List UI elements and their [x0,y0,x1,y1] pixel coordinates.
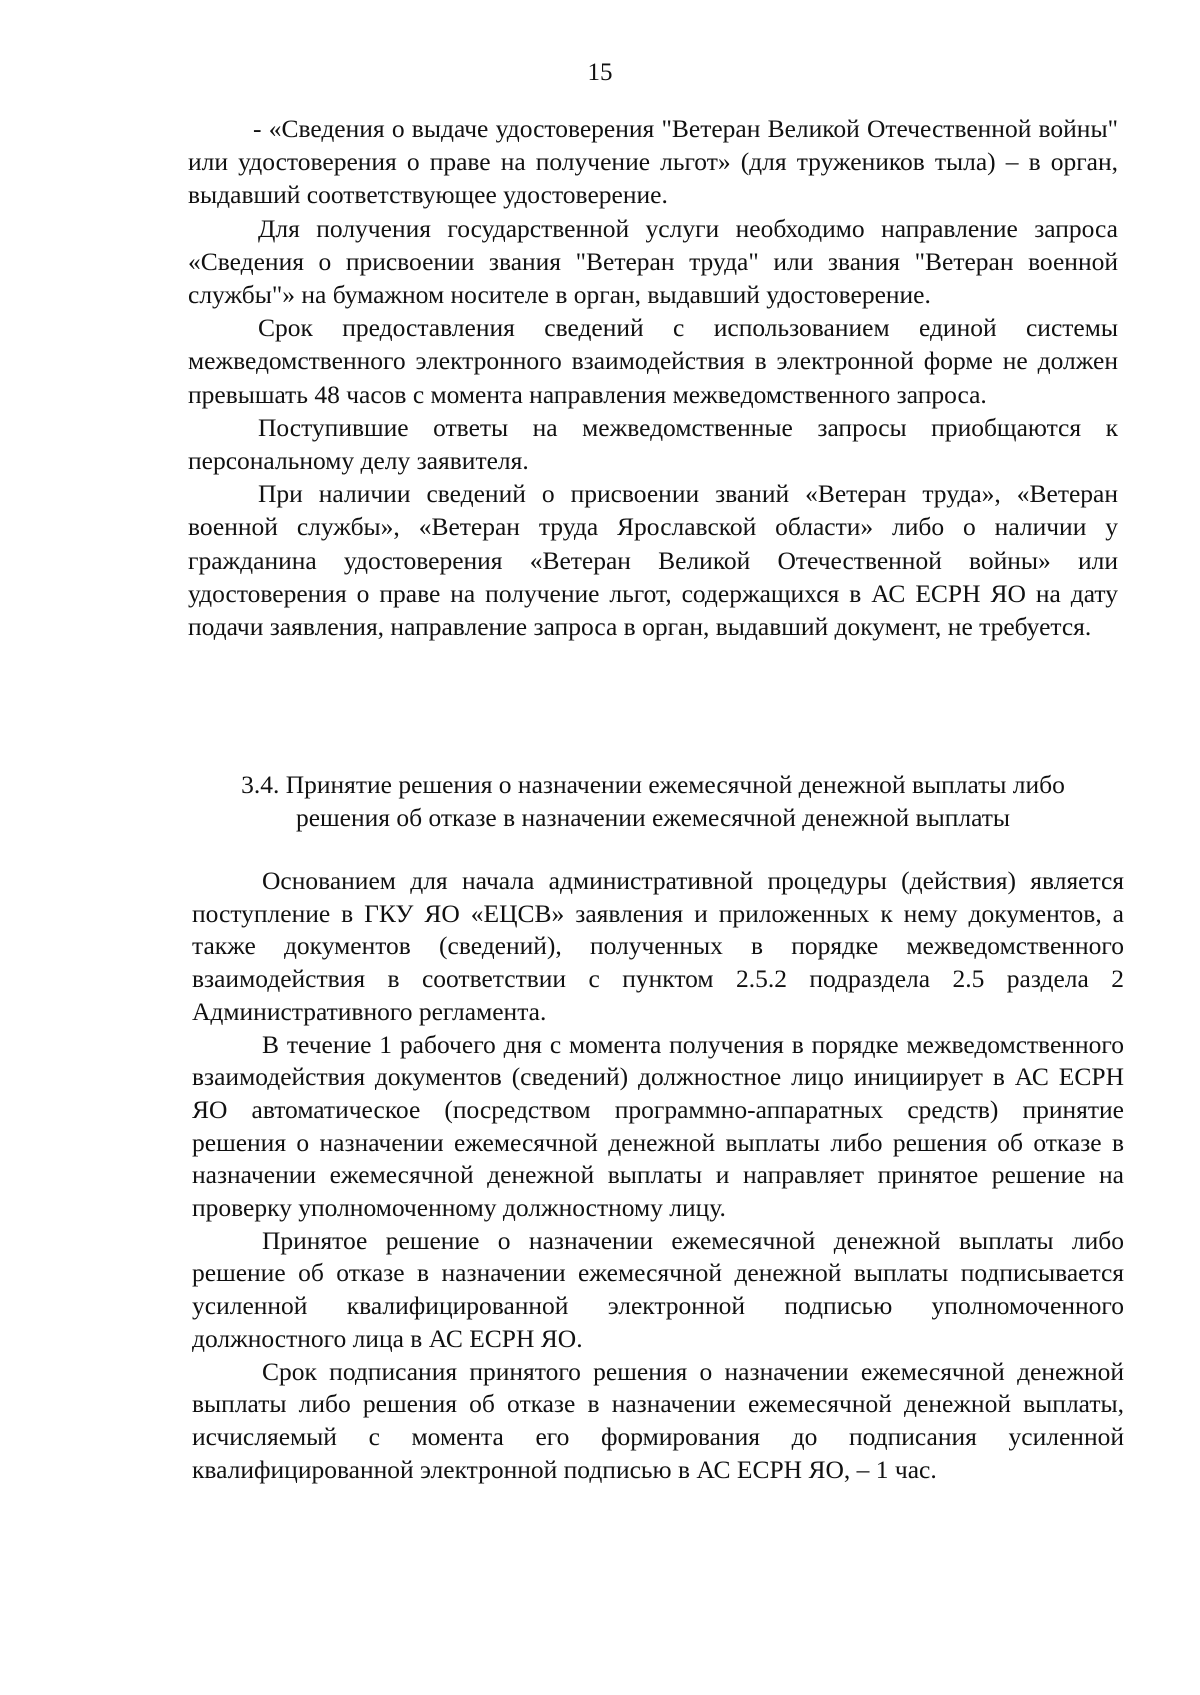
paragraph: В течение 1 рабочего дня с момента получения в порядке межведомственного взаимодействия документов (сведений) должностное лицо инициирует в АС ЕСРН ЯО автоматическое (посредством программно-аппаратных средств) принятие решения о назначении ежемесячной денежной выплаты либо решения об отказе в назначении ежемесячной денежной выплаты и направляет принятое решение на проверку уполномоченному должностному лицу. [192,1029,1124,1223]
paragraph: Срок подписания принятого решения о назначении ежемесячной денежной выплаты либо решения об отказе в назначении ежемесячной денежной выплаты, исчисляемый с момента его формирования до подписания усиленной квалифицированной электронной подписью в АС ЕСРН ЯО, – 1 час. [192,1356,1124,1484]
section-heading-line: 3.4. Принятие решения о назначении ежемесячной денежной выплаты либо [241,770,1065,799]
paragraph: Принятое решение о назначении ежемесячной денежной выплаты либо решение об отказе в назначении ежемесячной денежной выплаты подписывается усиленной квалифицированной электронной подписью уполномоченного должностного лица в АС ЕСРН ЯО. [192,1225,1124,1353]
paragraph: Основанием для начала административной процедуры (действия) является поступление в ГКУ ЯО «ЕЦСВ» заявления и приложенных к нему документов, а также документов (сведений), полученных в порядке межведомственного взаимодействия в соответствии с пунктом 2.5.2 подраздела 2.5 раздела 2 Административного регламента. [192,866,1124,1026]
page-number: 15 [587,59,613,86]
body-text-bottom [192,865,1124,1486]
section-heading-line: решения об отказе в назначении ежемесячной денежной выплаты [295,803,1011,832]
paragraph: Срок предоставления сведений с использованием единой системы межведомственного электронного взаимодействия в электронной форме не должен превышать 48 часов с момента направления межведомственного запроса. [188,313,1118,409]
section-heading [188,768,1118,834]
paragraph: Для получения государственной услуги необходимо направление запроса «Сведения о присвоении звания "Ветеран труда" или звания "Ветеран военной службы"» на бумажном носителе в орган, выдавший удостоверение. [188,213,1118,310]
paragraph: При наличии сведений о присвоении званий «Ветеран труда», «Ветеран военной службы», «Ветеран труда Ярославской области» либо о наличии у гражданина удостоверения «Ветеран Великой Отечественной войны» или удостоверения о праве на получение льгот, содержащихся в АС ЕСРН ЯО на дату подачи заявления, направление запроса в орган, выдавший документ, не требуется. [188,479,1118,642]
body-text-top [188,112,1118,643]
paragraph: Поступившие ответы на межведомственные запросы приобщаются к персональному делу заявителя. [188,412,1118,476]
paragraph: - «Сведения о выдаче удостоверения "Ветеран Великой Отечественной войны" или удостоверения о праве на получение льгот» (для тружеников тыла) – в орган, выдавший соответствующее удостоверение. [188,114,1118,210]
